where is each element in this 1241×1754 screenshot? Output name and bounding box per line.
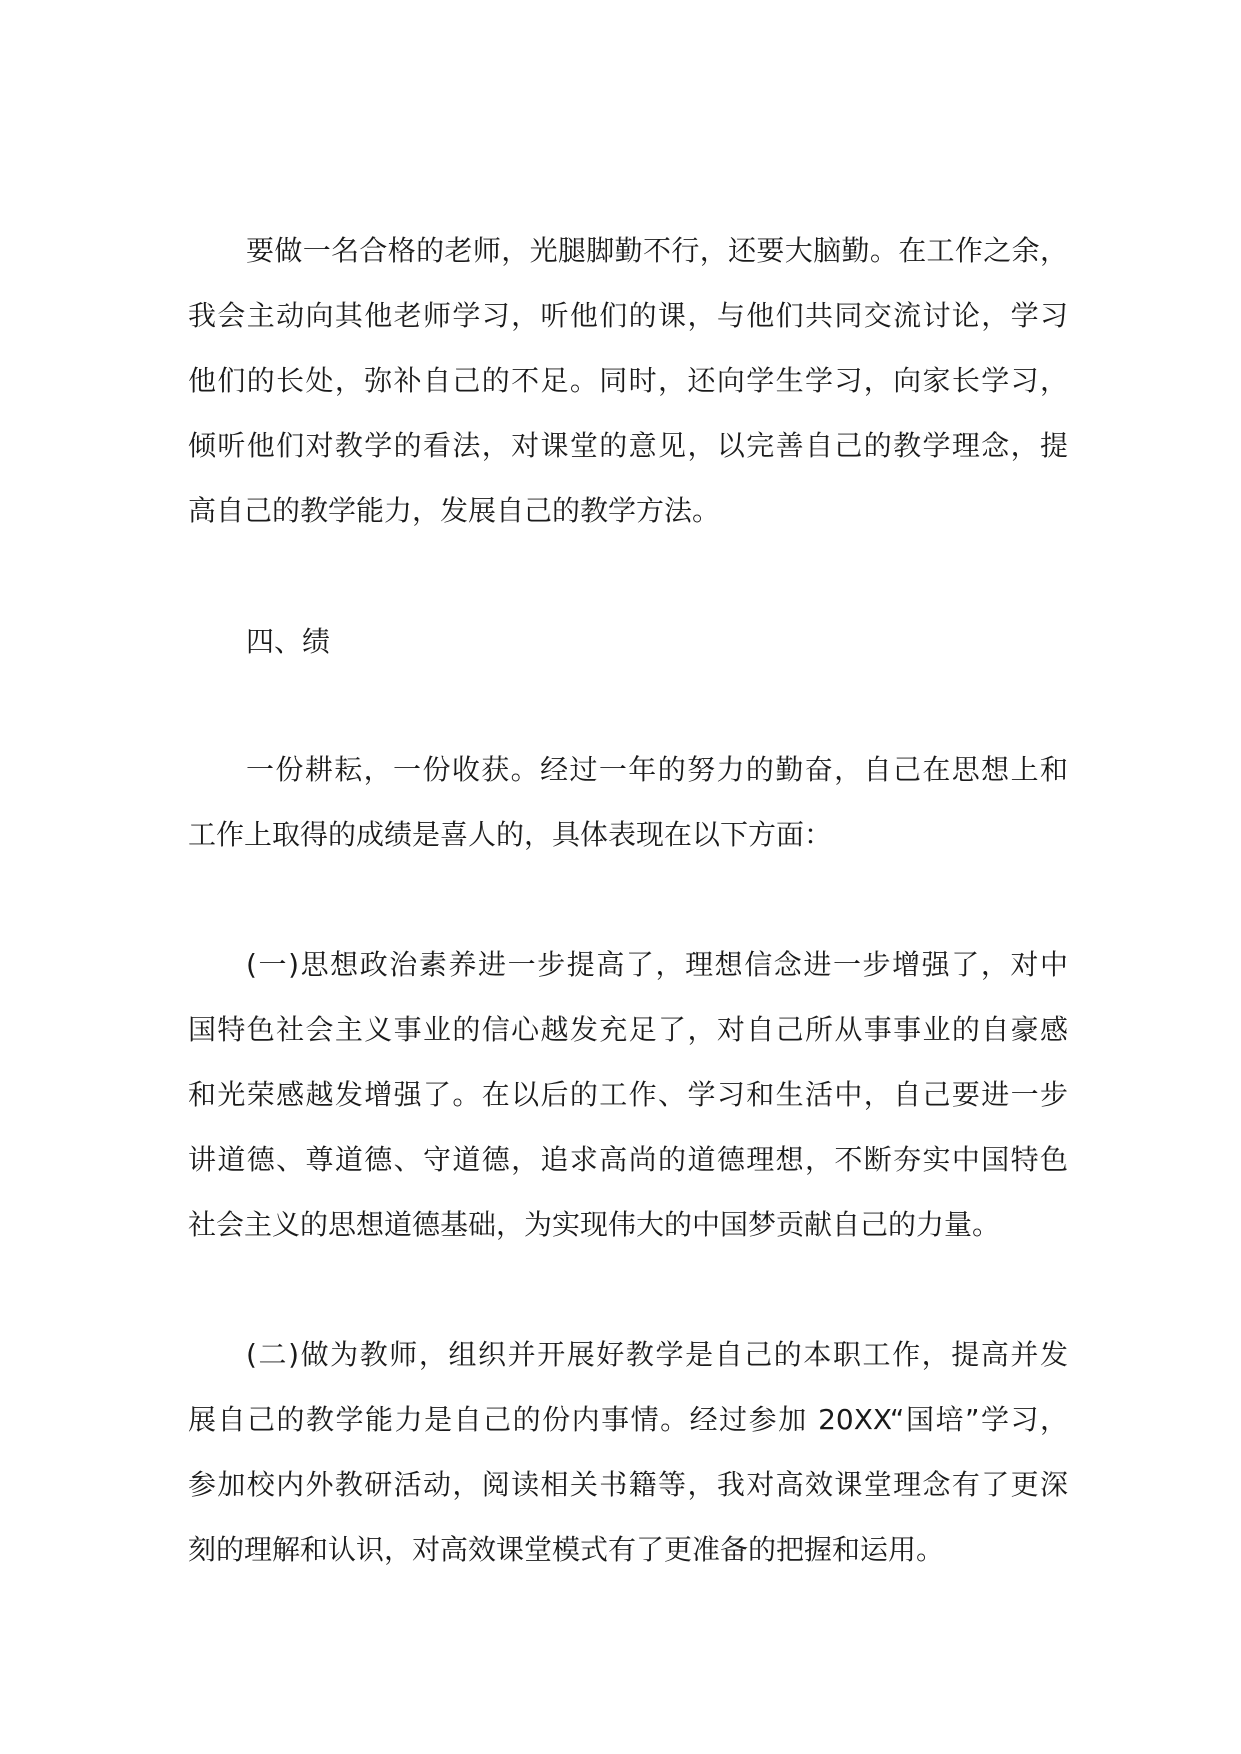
paragraph-line: 高自己的教学能力，发展自己的教学方法。 — [188, 494, 721, 527]
paragraph-line: 讲道德、尊道德、守道德，追求高尚的道德理想，不断夯实中国特色 — [188, 1143, 1068, 1176]
paragraph-line: 一份耕耘，一份收获。经过一年的努力的勤奋，自己在思想上和 — [246, 753, 1068, 786]
paragraph-line: (二)做为教师，组织并开展好教学是自己的本职工作，提高并发 — [246, 1338, 1068, 1371]
paragraph-line: 他们的长处，弥补自己的不足。同时，还向学生学习，向家长学习， — [188, 364, 1068, 397]
paragraph-line: 和光荣感越发增强了。在以后的工作、学习和生活中，自己要进一步 — [188, 1078, 1068, 1111]
paragraph-line: 我会主动向其他老师学习，听他们的课，与他们共同交流讨论，学习 — [188, 299, 1068, 332]
paragraph-line: 社会主义的思想道德基础，为实现伟大的中国梦贡献自己的力量。 — [188, 1208, 1001, 1241]
paragraph-teaching-ability — [188, 1322, 1068, 1582]
section-heading-achievements — [188, 609, 1068, 674]
paragraph-line: 国特色社会主义事业的信心越发充足了，对自己所从事事业的自豪感 — [188, 1013, 1068, 1046]
paragraph-line: 要做一名合格的老师，光腿脚勤不行，还要大脑勤。在工作之余， — [246, 234, 1068, 267]
paragraph-learning-from-others — [188, 218, 1068, 543]
paragraph-line: 参加校内外教研活动，阅读相关书籍等，我对高效课堂理念有了更深 — [188, 1468, 1068, 1501]
paragraph-harvest — [188, 737, 1068, 867]
section-heading-text: 四、绩 — [246, 625, 331, 658]
paragraph-line: 倾听他们对教学的看法，对课堂的意见，以完善自己的教学理念，提 — [188, 429, 1068, 462]
paragraph-line: 工作上取得的成绩是喜人的，具体表现在以下方面： — [188, 818, 833, 851]
paragraph-political-quality — [188, 932, 1068, 1257]
paragraph-line: 刻的理解和认识，对高效课堂模式有了更准备的把握和运用。 — [188, 1533, 945, 1566]
paragraph-line: (一)思想政治素养进一步提高了，理想信念进一步增强了，对中 — [246, 948, 1068, 981]
paragraph-line: 展自己的教学能力是自己的份内事情。经过参加 20XX“国培”学习， — [188, 1403, 1068, 1436]
